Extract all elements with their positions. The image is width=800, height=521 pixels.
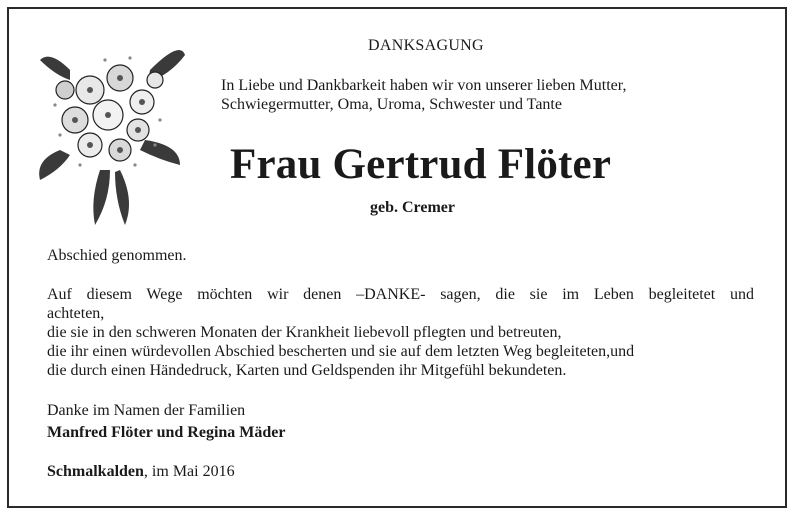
deceased-name: Frau Gertrud Flöter (230, 141, 612, 188)
notice-heading: DANKSAGUNG (368, 37, 484, 54)
thanks-line: achteten, (47, 305, 105, 322)
thanks-line: Auf diesem Wege möchten wir denen –DANKE- sagen, die sie im Leben begleitetet und (47, 286, 754, 303)
thanks-paragraph (47, 285, 754, 380)
intro-line: Schwiegermutter, Oma, Uroma, Schwester und Tante (221, 96, 562, 113)
place-name: Schmalkalden (47, 463, 144, 480)
thanks-line: die ihr einen würdevollen Abschied bescherten und sie auf dem letzten Weg begleiteten,und (47, 343, 635, 360)
signatories: Manfred Flöter und Regina Mäder (47, 424, 286, 441)
thanks-line: die durch einen Händedruck, Karten und Geldspenden ihr Mitgefühl bekundeten. (47, 362, 567, 379)
signoff-text: Danke im Namen der Familien (47, 402, 246, 419)
intro-text (221, 76, 754, 114)
thanks-line: die sie in den schweren Monaten der Krankheit liebevoll pflegten und betreuten, (47, 324, 562, 341)
date-text: , im Mai 2016 (143, 463, 235, 480)
flower-bouquet-icon (30, 30, 190, 230)
farewell-text: Abschied genommen. (47, 247, 187, 264)
intro-line: In Liebe und Dankbarkeit haben wir von unserer lieben Mutter, (221, 77, 627, 94)
maiden-name: geb. Cremer (370, 199, 455, 216)
place-date (47, 462, 235, 481)
